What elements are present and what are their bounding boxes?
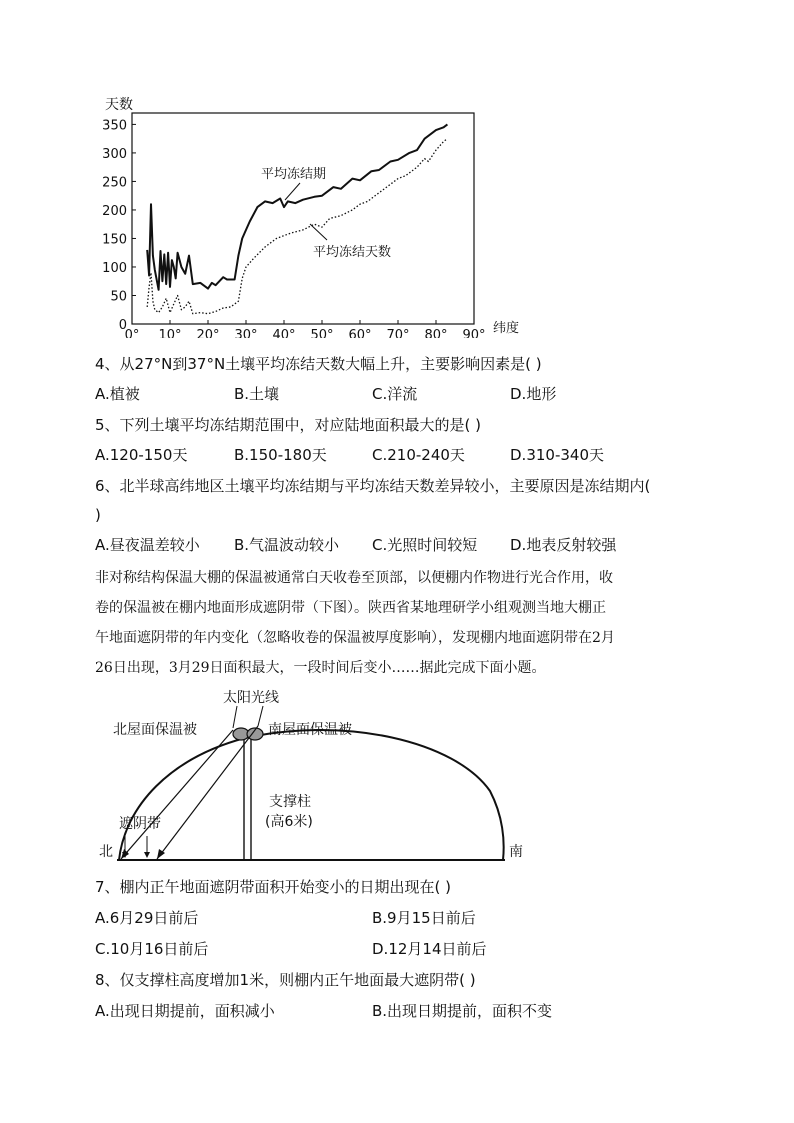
q7-option-d[interactable]: D.12月14日前后 (372, 940, 487, 958)
annotation-freeze-days: 平均冻结天数 (313, 245, 392, 260)
greenhouse-diagram (95, 686, 535, 866)
x-tick-label: 40° (272, 328, 296, 338)
freeze-chart (95, 88, 535, 338)
x-axis-label: 纬度 (493, 321, 520, 336)
plot-frame (132, 113, 474, 324)
label-support: 支撑柱 (269, 794, 311, 810)
y-tick-label: 0 (118, 318, 127, 333)
q5-option-a[interactable]: A.120-150天 (95, 446, 188, 464)
y-tick-label: 350 (102, 118, 127, 134)
series-line-freeze-days (147, 139, 447, 314)
annotation-freeze-period: 平均冻结期 (261, 167, 327, 182)
q4-option-a[interactable]: A.植被 (95, 385, 140, 403)
y-tick-label: 100 (102, 260, 127, 276)
annotation-freeze-period-arrow (285, 183, 300, 200)
x-tick-label: 90° (462, 328, 486, 338)
intro-line-4: 26日出现，3月29日面积最大，一段时间后变小……据此完成下面小题。 (95, 660, 546, 676)
question-6-stem: 6、北半球高纬地区土壤平均冻结期与平均冻结天数差异较小，主要原因是冻结期内( (95, 477, 651, 495)
q5-option-b[interactable]: B.150-180天 (234, 446, 327, 464)
x-tick-label: 0° (124, 328, 140, 338)
x-tick-label: 30° (234, 328, 258, 338)
q7-option-b[interactable]: B.9月15日前后 (372, 909, 476, 927)
y-ticks (102, 118, 136, 333)
question-4-stem: 4、从27°N到37°N土壤平均冻结天数大幅上升，主要影响因素是( ) (95, 355, 542, 373)
label-sun-rays: 太阳光线 (223, 690, 279, 706)
label-shade-band: 遮阴带 (119, 816, 161, 832)
q6-option-b[interactable]: B.气温波动较小 (234, 536, 340, 554)
question-7-stem: 7、棚内正午地面遮阴带面积开始变小的日期出现在( ) (95, 878, 452, 896)
x-tick-label: 10° (158, 328, 182, 338)
intro-line-1: 非对称结构保温大棚的保温被通常白天收卷至顶部，以便棚内作物进行光合作用，收 (95, 570, 613, 586)
intro-line-2: 卷的保温被在棚内地面形成遮阴带（下图）。陕西省某地理研学小组观测当地大棚正 (95, 600, 606, 616)
label-north-roof: 北屋面保温被 (113, 722, 197, 738)
intro-line-3: 午地面遮阴带的年内变化（忽略收卷的保温被厚度影响），发现棚内地面遮阴带在2月 (95, 630, 615, 646)
y-axis-label: 天数 (105, 97, 133, 113)
sun-ray-1 (121, 730, 233, 859)
label-south: 南 (509, 844, 523, 860)
y-tick-label: 250 (102, 175, 127, 191)
label-support-height: (高6米) (265, 814, 313, 830)
q5-option-d[interactable]: D.310-340天 (510, 446, 604, 464)
x-tick-label: 60° (348, 328, 372, 338)
q5-option-c[interactable]: C.210-240天 (372, 446, 465, 464)
x-tick-label: 20° (196, 328, 220, 338)
sun-ray-2 (157, 726, 258, 859)
label-south-roof: 南屋面保温被 (268, 722, 352, 738)
q7-option-a[interactable]: A.6月29日前后 (95, 909, 199, 927)
q7-option-c[interactable]: C.10月16日前后 (95, 940, 209, 958)
q8-option-a[interactable]: A.出现日期提前，面积减小 (95, 1002, 275, 1020)
y-tick-label: 200 (102, 203, 127, 219)
sun-rays-pointer-1 (233, 706, 237, 728)
y-tick-label: 300 (102, 146, 127, 162)
q6-option-a[interactable]: A.昼夜温差较小 (95, 536, 200, 554)
q4-option-c[interactable]: C.洋流 (372, 385, 418, 403)
series-layer (147, 124, 447, 313)
y-tick-label: 150 (102, 232, 127, 248)
q6-option-d[interactable]: D.地表反射较强 (510, 536, 617, 554)
q4-option-b[interactable]: B.土壤 (234, 385, 280, 403)
q4-option-d[interactable]: D.地形 (510, 385, 557, 403)
question-8-stem: 8、仅支撑柱高度增加1米，则棚内正午地面最大遮阴带( ) (95, 971, 476, 989)
x-tick-label: 50° (310, 328, 334, 338)
label-north: 北 (99, 844, 113, 860)
question-5-stem: 5、下列土壤平均冻结期范围中，对应陆地面积最大的是( ) (95, 416, 482, 434)
shade-band-arrowhead-right (144, 852, 150, 858)
q8-option-b[interactable]: B.出现日期提前，面积不变 (372, 1002, 553, 1020)
q6-option-c[interactable]: C.光照时间较短 (372, 536, 478, 554)
x-ticks (125, 320, 486, 338)
sun-rays-pointer-2 (258, 706, 263, 726)
y-tick-label: 50 (110, 289, 127, 305)
series-line-freeze-period (147, 124, 447, 289)
question-6-stem-cont: ) (95, 506, 101, 524)
x-tick-label: 80° (424, 328, 448, 338)
x-tick-label: 70° (386, 328, 410, 338)
